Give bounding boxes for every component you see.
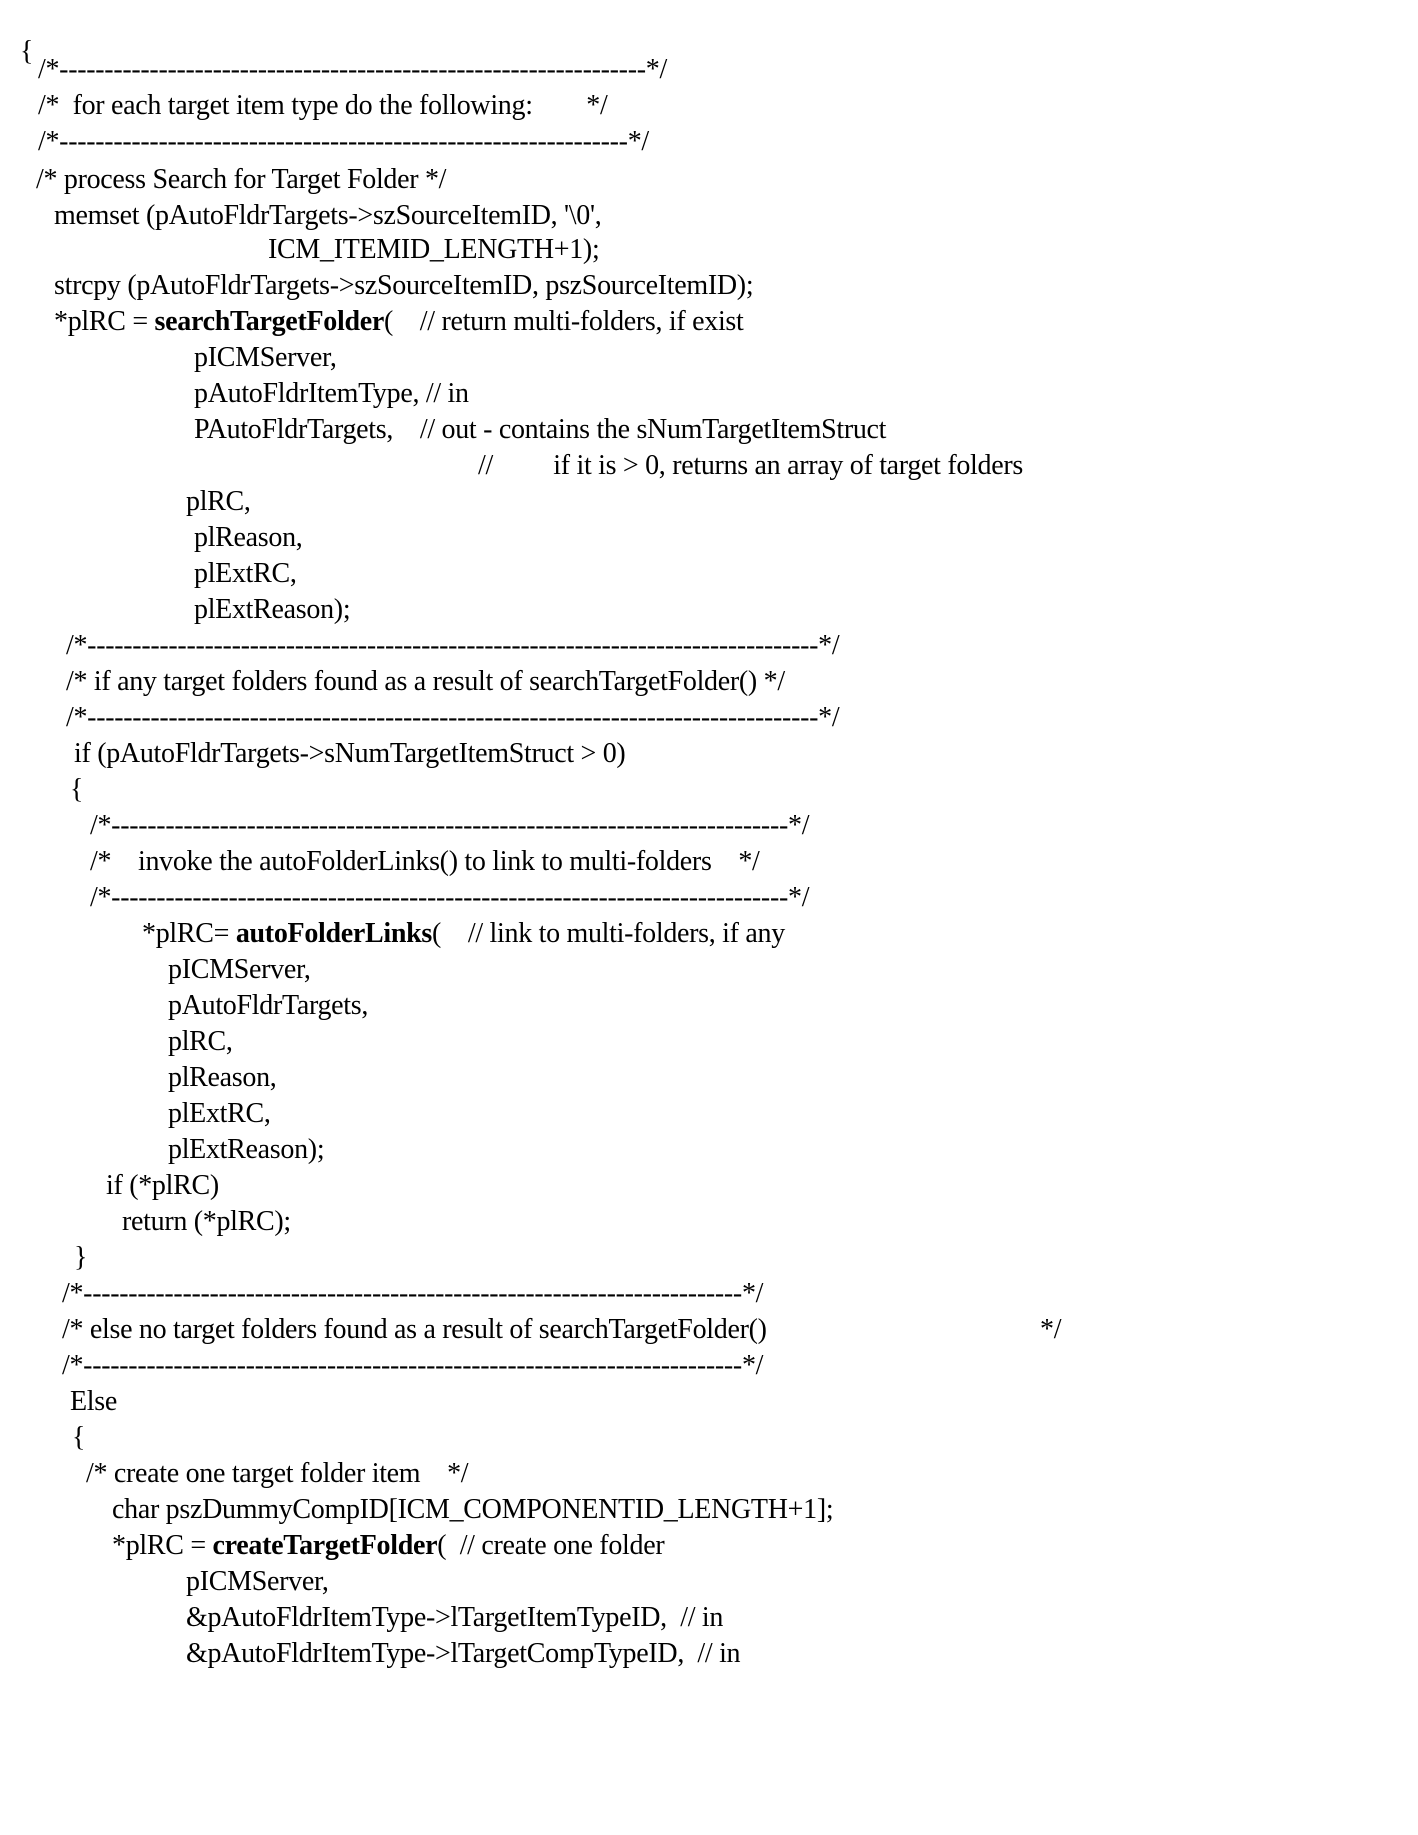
code-text: {: [70, 774, 84, 805]
code-text: plExtRC,: [168, 1098, 271, 1129]
code-line: [186, 1638, 740, 1670]
code-text: /*---------------------------------------------------------------------------------*/: [66, 702, 840, 733]
code-line: [186, 1602, 723, 1634]
code-text: ICM_ITEMID_LENGTH+1);: [268, 234, 600, 265]
code-text: memset (pAutoFldrTargets->szSourceItemID, '\0',: [54, 200, 602, 231]
code-line: [38, 126, 649, 158]
code-line: [168, 1098, 271, 1130]
code-text: ( // return multi-folders, if exist: [383, 306, 744, 337]
code-text: // if it is > 0, returns an array of target folders: [478, 450, 1023, 481]
function-name: createTargetFolder: [212, 1530, 438, 1561]
code-text: /* create one target folder item */: [86, 1458, 469, 1489]
code-text: &pAutoFldrItemType->lTargetItemTypeID, // in: [186, 1602, 724, 1633]
code-text: *plRC =: [54, 306, 155, 337]
code-text: plReason,: [194, 522, 303, 553]
code-line: [194, 414, 886, 446]
code-line: [168, 1026, 233, 1058]
code-line: [38, 90, 607, 122]
code-text: plExtRC,: [194, 558, 297, 589]
code-line: [54, 270, 753, 302]
code-line: [194, 378, 469, 410]
code-text: strcpy (pAutoFldrTargets->szSourceItemID, pszSourceItemID);: [54, 270, 754, 301]
code-line: [168, 1134, 324, 1166]
code-line: [62, 1350, 763, 1382]
code-text: *plRC =: [112, 1530, 213, 1561]
code-line: [62, 1314, 767, 1346]
function-name: autoFolderLinks: [235, 918, 433, 949]
code-text: PAutoFldrTargets, // out - contains the sNumTargetItemStruct: [194, 414, 887, 445]
code-text: char pszDummyCompID[ICM_COMPONENTID_LENGTH+1];: [112, 1494, 834, 1525]
code-text: pAutoFldrTargets,: [168, 990, 369, 1021]
code-text: if (pAutoFldrTargets->sNumTargetItemStruct > 0): [74, 738, 626, 769]
code-text: {: [20, 36, 34, 67]
code-line: [86, 1458, 468, 1490]
code-line: [74, 738, 625, 770]
code-text: /*-------------------------------------------------------------------------*/: [62, 1278, 764, 1309]
code-text: pICMServer,: [186, 1566, 329, 1597]
code-line: [194, 342, 337, 374]
code-text: pAutoFldrItemType, // in: [194, 378, 469, 409]
code-text: if (*plRC): [106, 1170, 219, 1201]
code-text: /*---------------------------------------------------------------------------*/: [90, 810, 810, 841]
code-text: ( // link to multi-folders, if any: [432, 918, 785, 949]
code-line: [90, 810, 809, 842]
code-text: /* process Search for Target Folder */: [36, 164, 447, 195]
code-line: [1040, 1314, 1061, 1346]
code-text: /*-----------------------------------------------------------------*/: [38, 54, 667, 85]
code-line: [106, 1170, 219, 1202]
code-line: [268, 234, 599, 266]
code-line: [70, 1386, 117, 1418]
code-line: [66, 630, 839, 662]
code-line: [112, 1530, 664, 1562]
code-text: plRC,: [186, 486, 251, 517]
code-line: [90, 882, 809, 914]
code-text: */: [1040, 1314, 1062, 1345]
code-line: [112, 1494, 833, 1526]
code-text: &pAutoFldrItemType->lTargetCompTypeID, // in: [186, 1638, 741, 1669]
code-line: [66, 702, 839, 734]
code-line: [62, 1278, 763, 1310]
code-text: /*---------------------------------------------------------------------------------*/: [66, 630, 840, 661]
code-text: }: [74, 1242, 88, 1273]
code-line: [478, 450, 1023, 482]
code-text: plReason,: [168, 1062, 277, 1093]
code-line: [66, 666, 785, 698]
code-line: [194, 558, 297, 590]
code-text: return (*plRC);: [122, 1206, 291, 1237]
code-line: [72, 1422, 85, 1454]
code-text: plExtReason);: [194, 594, 351, 625]
code-line: [74, 1242, 87, 1274]
code-line: [194, 522, 303, 554]
code-text: Else: [70, 1386, 118, 1417]
code-line: [168, 990, 368, 1022]
code-line: [168, 954, 311, 986]
code-text: {: [72, 1422, 86, 1453]
code-line: [38, 54, 667, 86]
code-line: [54, 306, 744, 338]
code-text: /* else no target folders found as a result of searchTargetFolder(): [62, 1314, 767, 1345]
code-line: [194, 594, 350, 626]
code-line: [142, 918, 785, 950]
code-line: [186, 1566, 329, 1598]
code-line: [122, 1206, 291, 1238]
code-text: /*---------------------------------------------------------------*/: [38, 126, 649, 157]
code-text: *plRC=: [142, 918, 236, 949]
code-text: pICMServer,: [168, 954, 311, 985]
code-line: [20, 36, 33, 68]
code-line: [70, 774, 83, 806]
code-line: [54, 200, 601, 232]
code-text: plRC,: [168, 1026, 233, 1057]
code-line: [90, 846, 760, 878]
code-text: /* invoke the autoFolderLinks() to link to multi-folders */: [90, 846, 760, 877]
code-text: /* for each target item type do the following: */: [38, 90, 608, 121]
code-text: /*-------------------------------------------------------------------------*/: [62, 1350, 764, 1381]
code-text: /*---------------------------------------------------------------------------*/: [90, 882, 810, 913]
function-name: searchTargetFolder: [154, 306, 384, 337]
code-text: ( // create one folder: [437, 1530, 665, 1561]
code-line: [168, 1062, 277, 1094]
code-line: [186, 486, 251, 518]
code-text: plExtReason);: [168, 1134, 325, 1165]
code-line: [36, 164, 446, 196]
code-text: /* if any target folders found as a result of searchTargetFolder() */: [66, 666, 785, 697]
code-text: pICMServer,: [194, 342, 337, 373]
